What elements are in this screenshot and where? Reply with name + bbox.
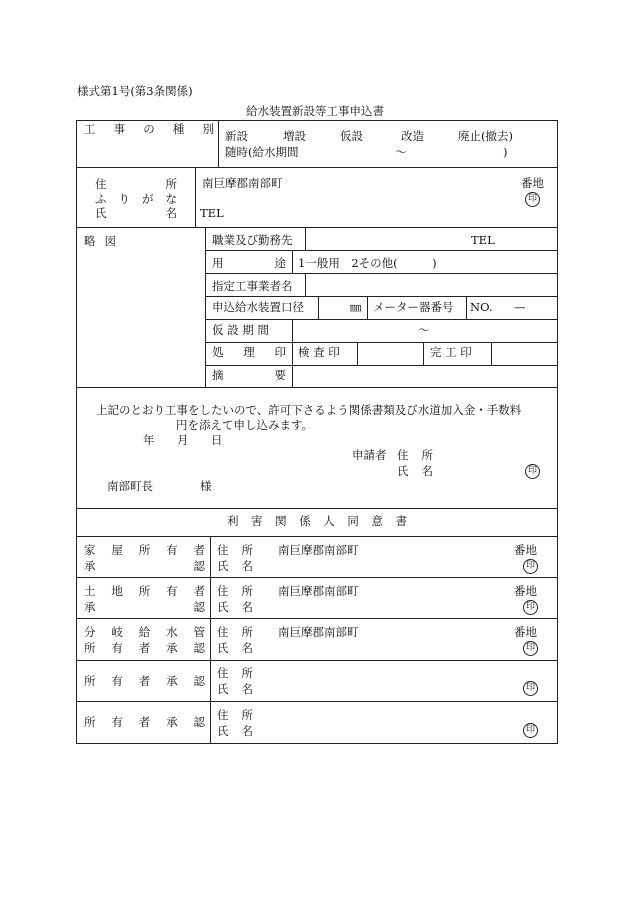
divider [76,618,558,619]
label-char: 氏 [217,724,229,738]
consent-row-1-address[interactable]: 南巨摩郡南部町 [278,543,359,557]
consent-row-2-approval [84,602,205,614]
label-char: 者 [193,584,205,598]
consent-name-label [217,561,253,573]
pipe-size-label: 申込給水装置口径 [212,300,304,314]
divider [76,536,558,537]
name-label [95,208,177,220]
label-char: 住 [95,177,107,191]
inspection-label: 検 査 印 [298,345,340,359]
consent-row-1-label [84,545,205,557]
label-char: 種 [172,122,185,136]
divider [76,660,558,661]
label-char: 事 [113,122,126,136]
label-char: 略 [84,234,96,248]
label-char: 水 [166,625,178,639]
applicant-tel[interactable]: TEL [200,206,224,220]
seal-icon: 印 [523,600,538,615]
consent-row-4-label [84,676,205,688]
label-char: 途 [274,256,286,270]
divider [292,319,293,342]
label-char: 関 [275,514,287,528]
label-char: 要 [274,368,286,382]
no-label: NO. [470,300,493,314]
label-char: 印 [274,345,286,359]
usage-value[interactable]: 1一般用 2その他( ) [298,256,437,270]
banchi-label: 番地 [514,625,537,639]
label-char: 有 [166,543,178,557]
label-char: 所 [84,674,96,688]
label-char: 認 [193,715,205,729]
date-month: 月 [177,433,189,447]
label-char: 所 [84,641,96,655]
label-char: 認 [193,559,205,573]
label-char: 有 [166,584,178,598]
consent-address-label [217,545,253,557]
label-char: 者 [138,715,151,729]
label-char: 認 [193,600,205,614]
consent-row-1-approval [84,561,205,573]
furigana-label [95,194,177,206]
label-char: の [143,122,155,136]
label-char: 承 [166,674,178,688]
date-day: 日 [211,433,223,447]
option-modify[interactable]: 改造 [401,129,424,143]
label-char: 者 [193,543,205,557]
divider [491,342,492,365]
divider [205,273,558,274]
declaration-address-label [397,450,433,462]
divider [205,227,206,387]
address-label [95,179,177,191]
seal-icon: 印 [523,641,538,656]
form-number: 様式第1号(第3条関係) [77,84,193,98]
divider [305,273,306,296]
seal-icon: 印 [523,559,538,574]
mm-unit: ㎜ [350,300,362,314]
divider [205,342,558,343]
work-type-label [84,124,214,136]
divider [423,342,424,365]
label-char: 名 [165,206,177,220]
applicant-label: 申請者 [352,448,387,462]
consent-name-label [217,602,253,614]
remarks-label [212,370,286,382]
seal-icon: 印 [523,723,538,738]
label-char: 承 [166,641,178,655]
label-char: 屋 [111,543,123,557]
period-tilde: 〜 [395,145,407,159]
label-char: 意 [371,514,383,528]
consent-name-label [217,684,253,696]
label-char: 所 [138,584,151,598]
period-close: ) [503,145,508,159]
label-char: 摘 [212,368,224,382]
consent-address-label [217,710,253,722]
banchi-label: 番地 [521,176,544,190]
label-char: 氏 [217,600,229,614]
label-char: 住 [217,708,229,722]
label-char: 認 [193,674,205,688]
option-expand[interactable]: 増設 [283,129,306,143]
label-char: 家 [84,543,96,557]
meter-no-label: メーター器番号 [373,300,454,314]
divider [76,701,558,702]
consent-row-3-approval [84,643,205,655]
date-year: 年 [143,433,155,447]
divider [466,296,467,319]
label-char: 書 [395,514,407,528]
label-char: 氏 [95,206,107,220]
divider [292,365,293,387]
divider [195,167,196,227]
divider [357,342,358,365]
label-char: 別 [202,122,214,136]
divider [76,577,558,578]
label-char: ふ [95,192,107,206]
label-char: 認 [193,641,205,655]
label-char: が [142,192,154,206]
label-char: 利 [227,514,239,528]
label-char: 有 [111,715,123,729]
label-char: 所 [138,543,151,557]
option-temporary[interactable]: 仮設 [340,129,363,143]
divider [318,296,319,319]
temp-period-label: 仮 設 期 間 [212,323,269,337]
declaration-line2: 円を添えて申し込みます。 [176,418,314,432]
consent-address-label [217,627,253,639]
usage-label [212,258,286,270]
label-char: 承 [166,715,178,729]
sketch-label [84,236,116,248]
consent-name-label [217,726,253,738]
divider [367,296,368,319]
label-char: 所 [421,448,433,462]
label-char: 住 [397,448,409,462]
label-char: 住 [217,625,229,639]
label-char: 名 [241,682,253,696]
label-char: 氏 [397,464,409,478]
label-char: 岐 [111,625,123,639]
label-char: 有 [111,674,123,688]
consent-title [227,516,407,528]
label-char: 同 [347,514,359,528]
divider [205,250,558,251]
label-char: 名 [241,559,253,573]
label-char: 給 [138,625,151,639]
label-char: 所 [165,177,177,191]
label-char: 理 [243,345,255,359]
banchi-label: 番地 [514,584,537,598]
applicant-address[interactable]: 南巨摩郡南部町 [202,176,283,190]
label-char: 住 [217,543,229,557]
consent-name-label [217,643,253,655]
divider [76,387,558,388]
consent-address-label [217,668,253,680]
consent-row-2-address[interactable]: 南巨摩郡南部町 [278,584,359,598]
label-char: 地 [111,584,123,598]
mayor-label: 南部町長 [107,479,153,493]
option-new[interactable]: 新設 [225,129,248,143]
label-char: 承 [84,559,96,573]
label-char: 承 [84,600,96,614]
seal-icon: 印 [523,681,538,696]
label-char: 名 [241,641,253,655]
label-char: 係 [299,514,311,528]
option-occasional[interactable]: 随時(給水期間 [225,145,299,159]
label-char: 工 [84,122,96,136]
label-char: 有 [111,641,123,655]
label-char: り [118,192,130,206]
divider [205,319,558,320]
processing-label [212,347,286,359]
label-char: 管 [193,625,205,639]
label-char: 氏 [217,559,229,573]
consent-row-3-address[interactable]: 南巨摩郡南部町 [278,625,359,639]
consent-row-2-label [84,586,205,598]
label-char: な [165,192,177,206]
label-char: 所 [241,666,253,680]
divider [305,227,306,250]
divider [292,342,293,365]
honorific: 様 [200,479,212,493]
form-title: 給水装置新設等工事申込書 [246,104,384,118]
label-char: 所 [241,708,253,722]
divider [76,167,558,168]
seal-icon: 印 [525,464,540,479]
option-abolish[interactable]: 廃止(撤去) [458,129,513,143]
label-char: 者 [138,641,151,655]
divider [205,365,558,366]
label-char: 所 [241,543,253,557]
label-char: 所 [241,584,253,598]
label-char: 用 [212,256,224,270]
label-char: 図 [104,234,116,248]
banchi-label: 番地 [514,543,537,557]
temp-period-tilde: 〜 [418,323,430,337]
label-char: 土 [84,584,96,598]
label-char: 所 [84,715,96,729]
label-char: 名 [241,600,253,614]
occupation-label: 職業及び勤務先 [212,233,293,247]
label-char: 名 [421,464,433,478]
divider [292,250,293,273]
label-char: 氏 [217,641,229,655]
label-char: 人 [323,514,335,528]
label-char: 分 [84,625,96,639]
contractor-label: 指定工事業者名 [212,279,293,293]
consent-row-5-label [84,717,205,729]
divider [76,508,558,509]
label-char: 住 [217,666,229,680]
label-char: 者 [138,674,151,688]
label-char: 住 [217,584,229,598]
declaration-name-label [397,466,433,478]
declaration-line1: 上記のとおり工事をしたいので、許可下さるよう関係書類及び水道加入金・手数料 [96,403,522,417]
occupation-tel[interactable]: TEL [471,233,495,247]
divider [218,120,219,167]
completion-label: 完 工 印 [430,345,472,359]
label-char: 所 [241,625,253,639]
label-char: 処 [212,345,224,359]
divider [76,227,558,228]
consent-address-label [217,586,253,598]
divider [210,536,211,744]
no-dash: — [514,300,526,314]
divider [205,296,558,297]
label-char: 氏 [217,682,229,696]
label-char: 名 [241,724,253,738]
consent-row-3-label [84,627,205,639]
seal-icon: 印 [525,192,540,207]
label-char: 害 [251,514,263,528]
